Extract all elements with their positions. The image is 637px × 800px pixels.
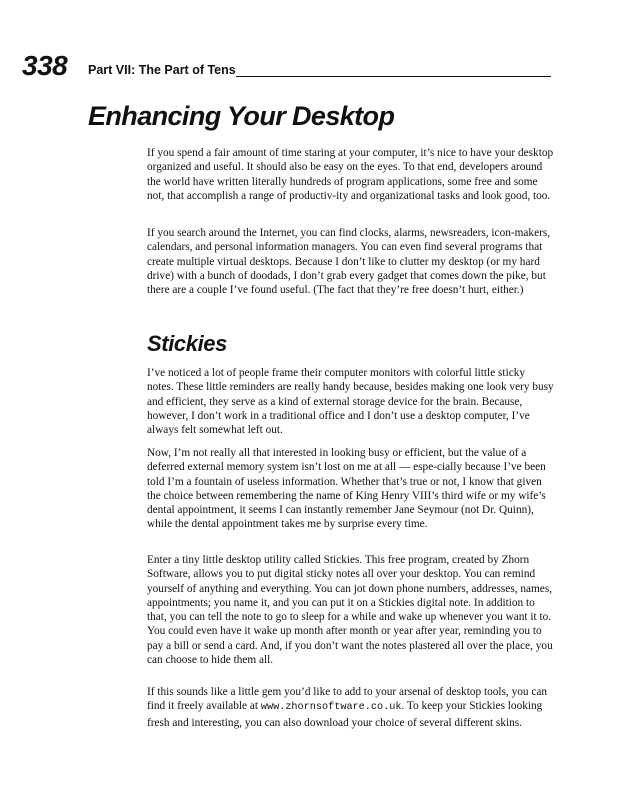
- stickies-paragraph-3: Enter a tiny little desktop utility called Stickies. This free program, created by Zhorn Software, allows you to put digital sticky notes all over your desktop. You can remind yourself of anything and everything. You can jot down phone numbers, addresses, names, appointments; you name it, and you can put it on a Stickies digital note. In addition to that, you can tell the note to go to sleep for a while and wake up whenever you want it to. You could even have it wake up month after month or year after year, reminding you to pay a bill or send a card. And, if you don’t want the notes plastered all over the place, you can choose to hide them all.: [147, 554, 553, 667]
- stickies-paragraph-2: Now, I’m not really all that interested in looking busy or efficient, but the value of a deferred external memory system isn’t lost on me at all — espe-cially because I’ve been told I’m a fountain of useless information. Whether that’s true or not, I know that given the choice between remembering the name of King Henry VIII’s third wife or my wife’s dental appointment, it seems I can instantly remember Jane Seymour (not Dr. Quinn), while the dental appointment takes me by surprise every time.: [147, 447, 546, 531]
- stickies-paragraph-4: [147, 685, 554, 730]
- intro-paragraph-2: If you search around the Internet, you can find clocks, alarms, newsreaders, icon-makers, calendars, and personal information managers. You can even find several programs that create multiple virtual desktops. Because I don’t like to clutter my desktop (or my hard drive) with a bunch of doodads, I don’t grab every gadget that comes down the pike, but there are a couple I’ve found useful. (The fact that they’re free doesn’t hurt, either.): [147, 227, 551, 297]
- running-head-rule: [236, 76, 551, 77]
- page-number: 338: [22, 50, 68, 81]
- paragraph-text-before-url: If this sounds like a little gem you’d like to add to your arsenal of desktop tools, you can find it freely available at: [147, 686, 548, 713]
- running-head: Part VII: The Part of Tens: [88, 63, 236, 77]
- paragraph-text-after-url: . To keep your Stickies looking fresh and interesting, you can also download your choice of several different skins.: [147, 700, 543, 729]
- stickies-paragraph-1: I’ve noticed a lot of people frame their computer monitors with colorful little sticky notes. These little reminders are really handy because, besides making one look very busy and efficient, they serve as a kind of external storage device for the brain. Because, however, I don’t work in a traditional office and I don’t use a desktop computer, I’ve always felt somewhat left out.: [147, 367, 554, 437]
- section-title: Enhancing Your Desktop: [88, 101, 395, 131]
- subsection-title: Stickies: [147, 331, 227, 356]
- intro-paragraph-1: If you spend a fair amount of time staring at your computer, it’s nice to have your desktop organized and useful. It should also be easy on the eyes. To that end, developers around the world have written literally hundreds of program applications, some free and some not, that accomplish a range of productiv-ity and organizational tasks and look good, too.: [147, 147, 554, 202]
- website-url[interactable]: www.zhornsoftware.co.uk: [260, 702, 402, 714]
